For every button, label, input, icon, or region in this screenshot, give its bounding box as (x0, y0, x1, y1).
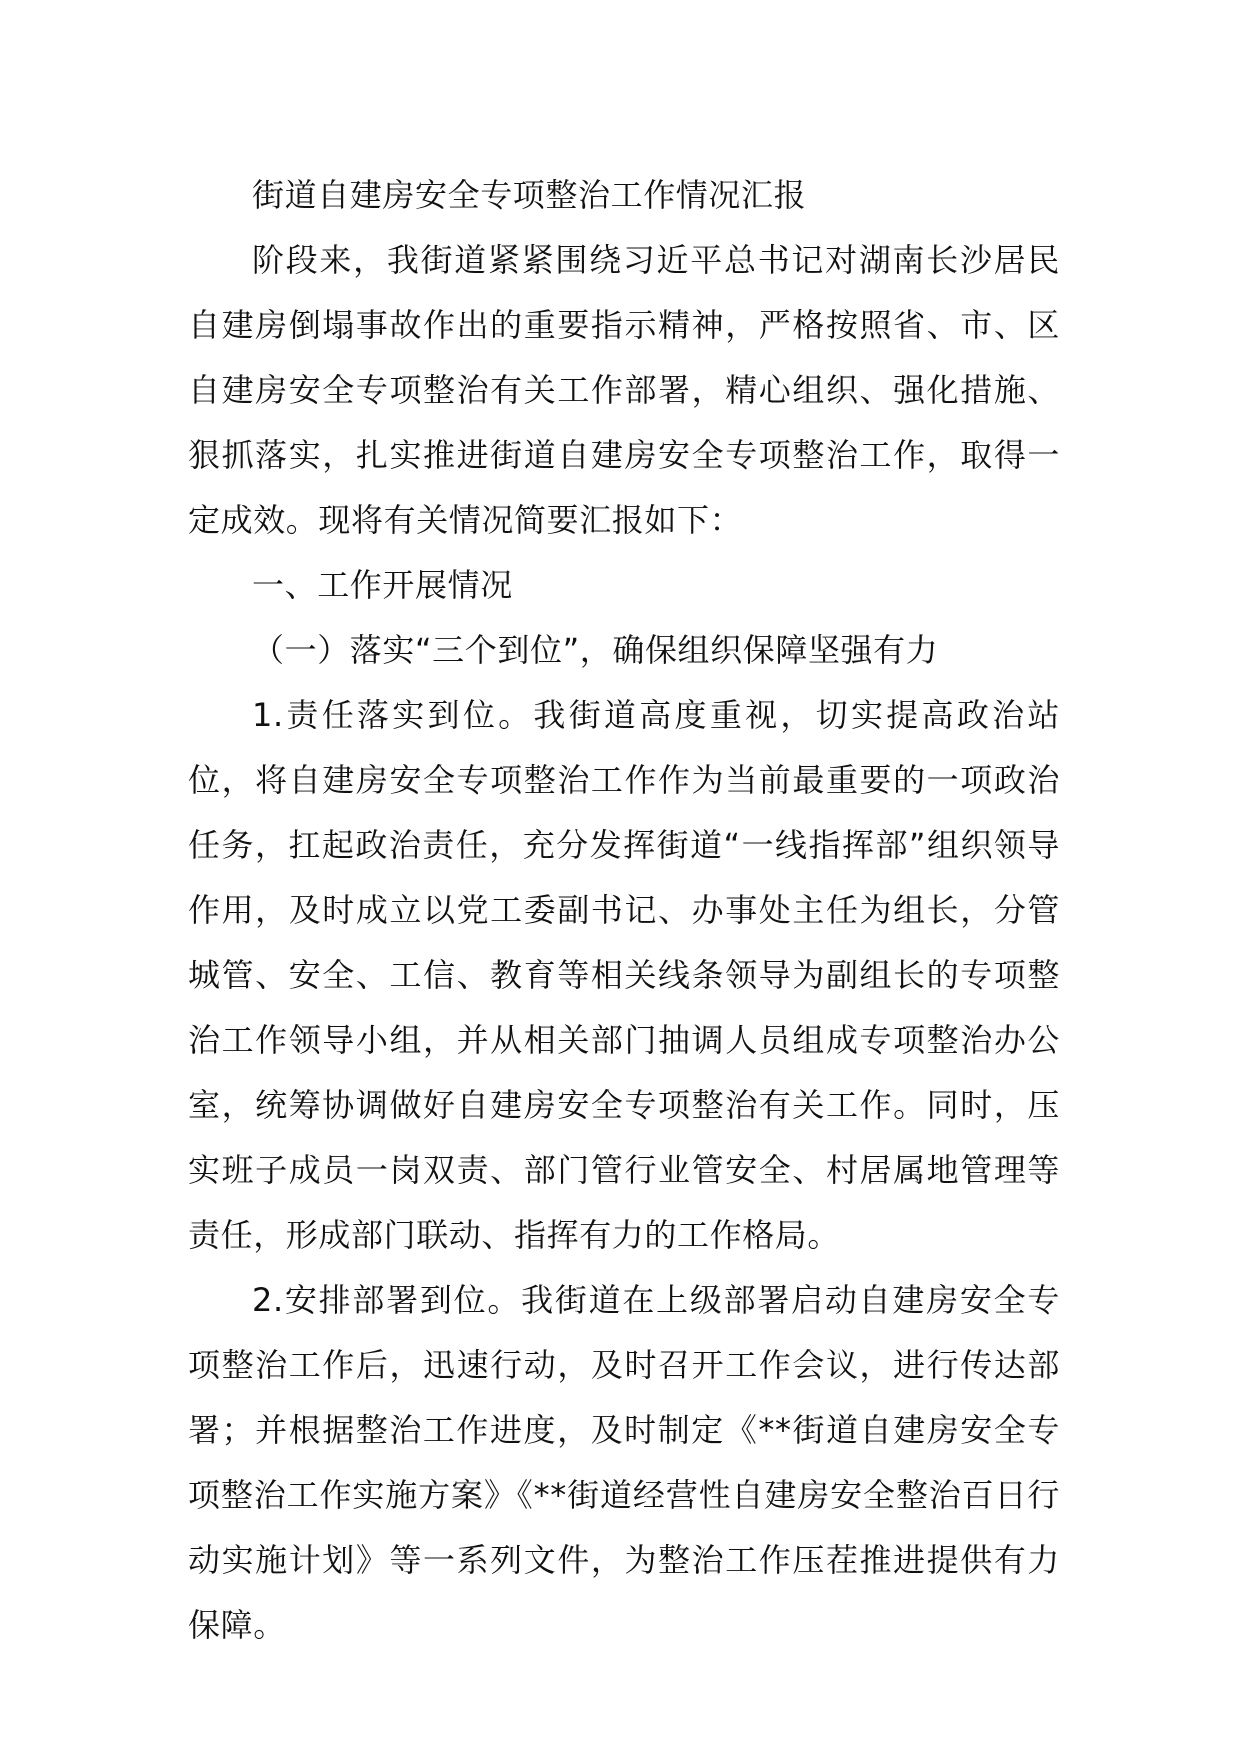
paragraph-responsibility: 1.责任落实到位。我街道高度重视，切实提高政治站位，将自建房安全专项整治工作作为当前最重要的一项政治任务，扛起政治责任，充分发挥街道“一线指挥部”组织领导作用，及时成立以党工委副书记、办事处主任为组长，分管城管、安全、工信、教育等相关线条领导为副组长的专项整治工作领导小组，并从相关部门抽调人员组成专项整治办公室，统筹协调做好自建房安全专项整治有关工作。同时，压实班子成员一岗双责、部门管行业管安全、村居属地管理等责任，形成部门联动、指挥有力的工作格局。 (188, 696, 1060, 1254)
section-heading-1: 一、工作开展情况 (252, 566, 513, 604)
subsection-heading-1: （一）落实“三个到位”，确保组织保障坚强有力 (252, 631, 939, 669)
document-body (188, 163, 1060, 1658)
paragraph-deployment: 2.安排部署到位。我街道在上级部署启动自建房安全专项整治工作后，迅速行动，及时召开工作会议，进行传达部署；并根据整治工作进度，及时制定《**街道自建房安全专项整治工作实施方案》《**街道经营性自建房安全整治百日行动实施计划》等一系列文件，为整治工作压茬推进提供有力保障。 (188, 1281, 1060, 1644)
paragraph-intro: 阶段来，我街道紧紧围绕习近平总书记对湖南长沙居民自建房倒塌事故作出的重要指示精神，严格按照省、市、区自建房安全专项整治有关工作部署，精心组织、强化措施、狠抓落实，扎实推进街道自建房安全专项整治工作，取得一定成效。现将有关情况简要汇报如下： (188, 241, 1060, 539)
document-title: 街道自建房安全专项整治工作情况汇报 (252, 176, 807, 214)
